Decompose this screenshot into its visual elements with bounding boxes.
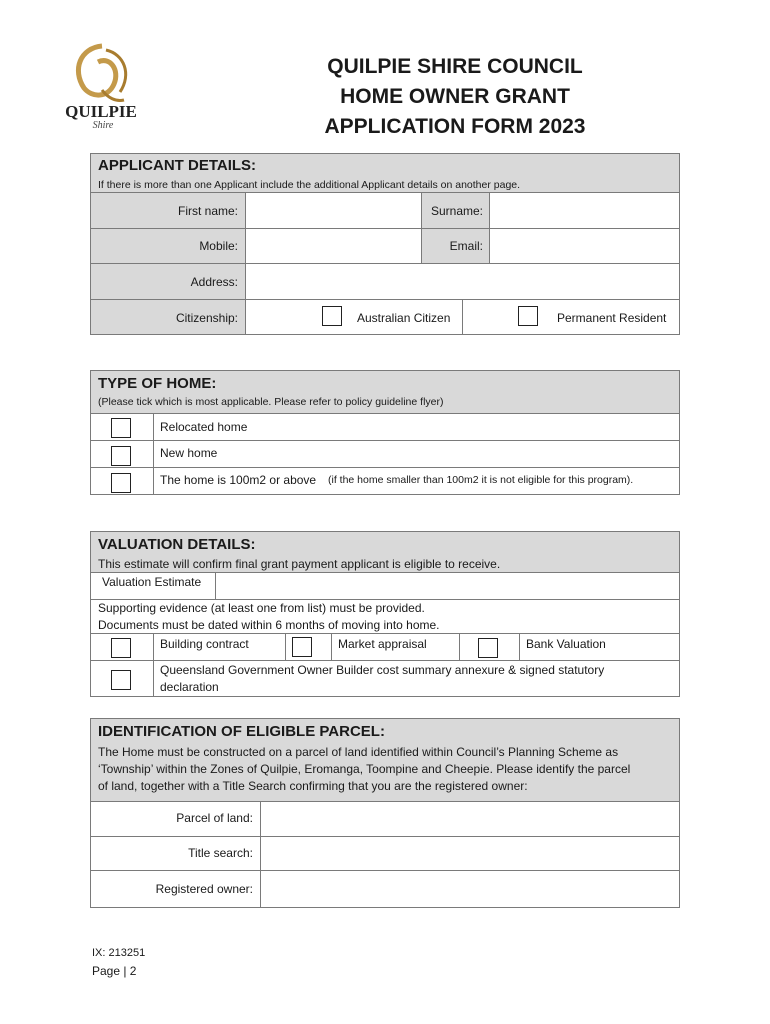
new-home-cell — [153, 440, 680, 468]
valuation-note: This estimate will confirm final grant payment applicant is eligible to receive. — [98, 557, 501, 571]
bank-valuation-checkbox[interactable] — [478, 638, 498, 658]
citizenship-resident-cell — [462, 299, 680, 335]
new-home-checkbox[interactable] — [111, 446, 131, 466]
qld-owner-builder-checkbox[interactable] — [111, 670, 131, 690]
citizenship-label: Citizenship: — [175, 311, 238, 325]
address-field[interactable] — [245, 263, 680, 300]
valuation-section-header — [90, 531, 680, 573]
logo-subtext: Shire — [92, 120, 114, 131]
parcel-description-line-1: The Home must be constructed on a parcel of land identified within Council’s Planning Scheme as — [98, 745, 619, 759]
size-checkbox-cell — [90, 467, 154, 495]
mobile-field[interactable] — [245, 228, 422, 264]
surname-label-cell — [421, 192, 490, 229]
applicant-note: If there is more than one Applicant include the additional Applicant details on another page. — [98, 179, 521, 191]
address-label-cell — [90, 263, 246, 300]
parcel-of-land-label-cell — [90, 801, 261, 837]
bank-valuation-checkbox-cell — [459, 633, 520, 661]
valuation-estimate-field[interactable] — [215, 572, 680, 600]
bank-valuation-cell — [519, 633, 680, 661]
parcel-of-land-field[interactable] — [260, 801, 680, 837]
title-line-3: APPLICATION FORM 2023 — [324, 115, 586, 138]
market-appraisal-checkbox[interactable] — [292, 637, 312, 657]
title-line-2: HOME OWNER GRANT — [340, 85, 570, 108]
first-name-field[interactable] — [245, 192, 422, 229]
home-size-note: (if the home smaller than 100m2 it is not eligible for this program). — [328, 474, 634, 486]
building-contract-checkbox-cell — [90, 633, 154, 661]
page-number: Page | 2 — [92, 964, 137, 978]
email-label-cell — [421, 228, 490, 264]
mobile-label-cell — [90, 228, 246, 264]
first-name-label: First name: — [177, 204, 238, 218]
supporting-evidence-line-2: Documents must be dated within 6 months of moving into home. — [98, 618, 440, 632]
parcel-description-line-2: ‘Township’ within the Zones of Quilpie, Eromanga, Toompine and Cheepie. Please identify the parcel — [98, 762, 631, 776]
title-search-field[interactable] — [260, 836, 680, 871]
valuation-estimate-label: Valuation Estimate — [102, 575, 202, 589]
registered-owner-field[interactable] — [260, 870, 680, 908]
market-appraisal-cell — [331, 633, 460, 661]
title-search-label: Title search: — [188, 846, 253, 860]
citizenship-australian-cell — [245, 299, 463, 335]
registered-owner-label: Registered owner: — [155, 882, 253, 896]
surname-field[interactable] — [489, 192, 680, 229]
parcel-description — [98, 744, 630, 795]
home-note: (Please tick which is most applicable. Please refer to policy guideline flyer) — [98, 396, 444, 408]
email-field[interactable] — [489, 228, 680, 264]
building-contract-checkbox[interactable] — [111, 638, 131, 658]
logo-text: QUILPIE — [65, 102, 137, 121]
parcel-of-land-label: Parcel of land: — [176, 811, 253, 825]
relocated-home-checkbox[interactable] — [111, 418, 131, 438]
home-size-label: The home is 100m2 or above — [160, 473, 317, 487]
market-appraisal-label: Market appraisal — [338, 637, 427, 651]
first-name-label-cell — [90, 192, 246, 229]
valuation-estimate-label-cell — [90, 572, 216, 600]
surname-label: Surname: — [430, 204, 483, 218]
quilpie-logo — [62, 40, 140, 132]
market-appraisal-checkbox-cell — [285, 633, 332, 661]
permanent-resident-checkbox[interactable] — [518, 306, 538, 326]
parcel-description-line-3: of land, together with a Title Search confirming that you are the registered owner: — [98, 779, 528, 793]
australian-citizen-checkbox[interactable] — [322, 306, 342, 326]
address-label: Address: — [190, 275, 238, 289]
title-search-label-cell — [90, 836, 261, 871]
home-size-cell — [153, 467, 680, 495]
document-id: IX: 213251 — [92, 947, 146, 959]
qld-owner-builder-line-2: declaration — [160, 680, 219, 694]
building-contract-cell — [153, 633, 286, 661]
qld-owner-builder-cell — [153, 660, 680, 697]
parcel-section-header — [90, 718, 680, 802]
title-line-1: QUILPIE SHIRE COUNCIL — [327, 55, 583, 78]
citizenship-label-cell — [90, 299, 246, 335]
bank-valuation-label: Bank Valuation — [526, 637, 606, 651]
supporting-evidence-line-1: Supporting evidence (at least one from list) must be provided. — [98, 601, 425, 615]
applicant-heading: APPLICANT DETAILS: — [98, 157, 257, 174]
australian-citizen-label: Australian Citizen — [357, 311, 451, 325]
registered-owner-label-cell — [90, 870, 261, 908]
mobile-label: Mobile: — [199, 239, 238, 253]
email-label: Email: — [449, 239, 483, 253]
permanent-resident-label: Permanent Resident — [557, 311, 667, 325]
valuation-heading: VALUATION DETAILS: — [98, 536, 256, 553]
supporting-evidence-cell — [90, 599, 680, 634]
new-home-label: New home — [160, 446, 218, 460]
form-title — [250, 52, 660, 142]
relocated-home-cell — [153, 413, 680, 441]
relocated-home-label: Relocated home — [160, 420, 248, 434]
new-home-checkbox-cell — [90, 440, 154, 468]
building-contract-label: Building contract — [160, 637, 249, 651]
home-section-header — [90, 370, 680, 414]
relocated-home-checkbox-cell — [90, 413, 154, 441]
parcel-heading: IDENTIFICATION OF ELIGIBLE PARCEL: — [98, 723, 385, 740]
applicant-section-header — [90, 153, 680, 193]
home-size-checkbox[interactable] — [111, 473, 131, 493]
home-heading: TYPE OF HOME: — [98, 375, 217, 392]
qld-owner-builder-line-1: Queensland Government Owner Builder cost summary annexure & signed statutory — [160, 663, 605, 677]
qld-checkbox-cell — [90, 660, 154, 697]
